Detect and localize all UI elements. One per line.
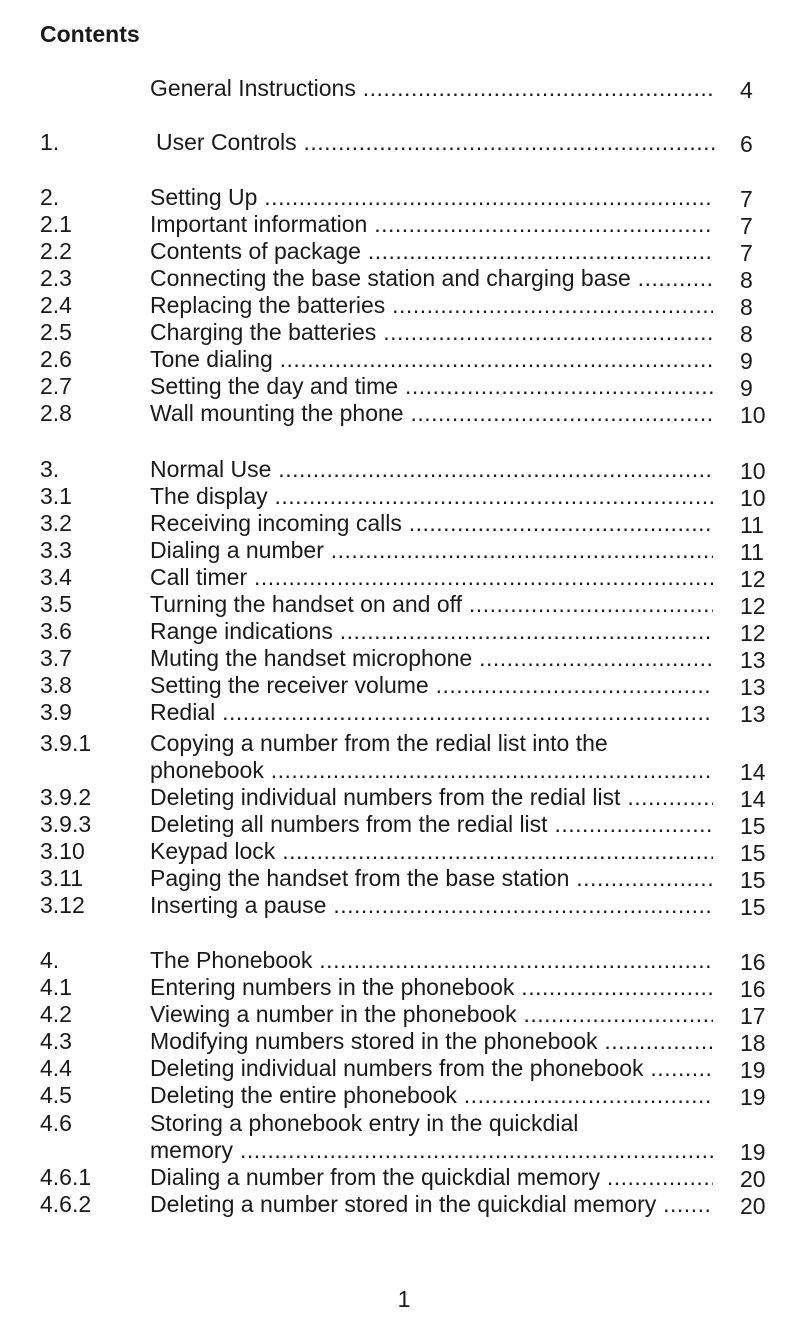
toc-entry-title: Deleting individual numbers from the phonebook ..... bbox=[150, 1055, 713, 1082]
toc-entry[interactable] bbox=[0, 510, 808, 537]
toc-entry[interactable] bbox=[0, 892, 808, 919]
toc-entry-number: 4.4 bbox=[40, 1055, 72, 1081]
toc-entry-title: Setting the day and time ..... bbox=[150, 373, 713, 400]
toc-entry-title: Range indications ..... bbox=[150, 618, 713, 645]
toc-entry-page: 12 bbox=[740, 593, 766, 619]
toc-entry-number: 2.5 bbox=[40, 319, 72, 345]
toc-entry-page: 19 bbox=[740, 1057, 766, 1083]
toc-entry-page: 8 bbox=[740, 294, 753, 320]
toc-entry-number: 3.9 bbox=[40, 699, 72, 725]
toc-entry-number: 1. bbox=[40, 129, 60, 155]
toc-entry-page: 4 bbox=[740, 77, 753, 103]
toc-entry[interactable] bbox=[0, 1191, 808, 1218]
toc-entry[interactable] bbox=[0, 865, 808, 892]
toc-entry-title: Charging the batteries ..... bbox=[150, 319, 713, 346]
toc-entry-number: 3.4 bbox=[40, 564, 72, 590]
toc-entry[interactable] bbox=[0, 129, 808, 156]
toc-entry[interactable] bbox=[0, 1164, 808, 1191]
toc-entry-number: 4.6.2 bbox=[40, 1191, 92, 1217]
toc-entry-page: 12 bbox=[740, 566, 766, 592]
toc-entry-title: Normal Use ..... bbox=[150, 456, 713, 483]
toc-entry[interactable] bbox=[0, 947, 808, 974]
toc-entry-page: 12 bbox=[740, 620, 766, 646]
page-number: 1 bbox=[397, 1286, 411, 1312]
toc-entry-page: 19 bbox=[740, 1084, 766, 1110]
toc-entry-title: Dialing a number ..... bbox=[150, 537, 713, 564]
toc-entry-number: 3.5 bbox=[40, 591, 72, 617]
toc-entry-page: 16 bbox=[740, 949, 766, 975]
toc-entry-number: 2.1 bbox=[40, 211, 72, 237]
toc-entry-number: 3.12 bbox=[40, 892, 85, 918]
toc-entry-page: 11 bbox=[740, 512, 764, 538]
page-title: Contents bbox=[40, 21, 140, 47]
toc-entry-page: 15 bbox=[740, 813, 766, 839]
toc-entry-title: Muting the handset microphone ..... bbox=[150, 645, 713, 672]
toc-entry-title: Deleting individual numbers from the redial list ..... bbox=[150, 784, 713, 811]
toc-entry-number: 4.6 bbox=[40, 1110, 72, 1136]
toc-entry-title: Call timer ..... bbox=[150, 564, 713, 591]
toc-entry-number: 3.3 bbox=[40, 537, 72, 563]
toc-entry-title: Deleting a number stored in the quickdial memory ..... bbox=[150, 1191, 713, 1218]
toc-entry-page: 20 bbox=[740, 1193, 766, 1219]
toc-entry-number: 3.7 bbox=[40, 645, 72, 671]
toc-entry-page: 13 bbox=[740, 701, 766, 727]
toc-entry[interactable] bbox=[0, 184, 808, 211]
toc-entry-title: The display ..... bbox=[150, 483, 713, 510]
toc-entry-number: 2.2 bbox=[40, 238, 72, 264]
toc-entry[interactable] bbox=[0, 238, 808, 265]
toc-entry-page: 7 bbox=[740, 240, 753, 266]
toc-entry[interactable] bbox=[0, 75, 808, 102]
toc-entry-number: 3.9.2 bbox=[40, 784, 92, 810]
toc-entry-title: Redial ..... bbox=[150, 699, 713, 726]
toc-entry-number: 2.3 bbox=[40, 265, 72, 291]
toc-entry-number: 2.7 bbox=[40, 373, 72, 399]
toc-entry[interactable] bbox=[0, 811, 808, 838]
toc-entry[interactable] bbox=[0, 645, 808, 672]
toc-entry-page: 13 bbox=[740, 674, 766, 700]
toc-entry-title: Turning the handset on and off ..... bbox=[150, 591, 713, 618]
toc-entry-page: 15 bbox=[740, 894, 766, 920]
toc-entry-title: Keypad lock ..... bbox=[150, 838, 713, 865]
toc-entry[interactable] bbox=[0, 838, 808, 865]
toc-entry[interactable] bbox=[0, 400, 808, 427]
toc-entry[interactable] bbox=[0, 1082, 808, 1109]
toc-entry-number: 3. bbox=[40, 456, 60, 482]
toc-entry-page: 9 bbox=[740, 375, 753, 401]
toc-entry-page: 11 bbox=[740, 539, 764, 565]
toc-entry-title: Deleting the entire phonebook ..... bbox=[150, 1082, 713, 1109]
toc-entry-page: 14 bbox=[740, 759, 766, 785]
toc-entry[interactable] bbox=[0, 211, 808, 238]
toc-entry-number: 3.9.1 bbox=[40, 730, 92, 756]
toc-entry[interactable] bbox=[0, 730, 808, 785]
toc-entry-title: Wall mounting the phone ..... bbox=[150, 400, 713, 427]
toc-entry-number: 3.9.3 bbox=[40, 811, 92, 837]
toc-entry-title: Storing a phonebook entry in the quickdial bbox=[150, 1110, 579, 1136]
toc-entry-number: 2.8 bbox=[40, 400, 72, 426]
toc-entry-number: 3.8 bbox=[40, 672, 72, 698]
toc-entry-page: 7 bbox=[740, 213, 753, 239]
toc-entry-page: 18 bbox=[740, 1030, 766, 1056]
toc-entry-title: Important information ..... bbox=[150, 211, 713, 238]
toc-entry-page: 6 bbox=[740, 131, 753, 157]
toc-entry-title: Connecting the base station and charging base ..... bbox=[150, 265, 713, 292]
toc-entry-page: 15 bbox=[740, 840, 766, 866]
toc-entry-page: 17 bbox=[740, 1003, 766, 1029]
toc-entry[interactable] bbox=[0, 699, 808, 726]
toc-entry[interactable] bbox=[0, 483, 808, 510]
toc-entry-number: 3.1 bbox=[40, 483, 72, 509]
toc-entry-page: 10 bbox=[740, 402, 766, 428]
toc-entry[interactable] bbox=[0, 784, 808, 811]
toc-entry-title: General Instructions ..... bbox=[150, 75, 713, 102]
toc-entry[interactable] bbox=[0, 319, 808, 346]
toc-entry-title: Setting the receiver volume ..... bbox=[150, 672, 713, 699]
toc-entry[interactable] bbox=[0, 1028, 808, 1055]
toc-entry[interactable] bbox=[0, 591, 808, 618]
toc-entry-number: 4. bbox=[40, 947, 60, 973]
toc-entry-title: Receiving incoming calls ..... bbox=[150, 510, 713, 537]
toc-entry-page: 9 bbox=[740, 348, 753, 374]
toc-entry-title: Viewing a number in the phonebook ..... bbox=[150, 1001, 713, 1028]
toc-entry[interactable] bbox=[0, 373, 808, 400]
toc-entry-title: Deleting all numbers from the redial list ..... bbox=[150, 811, 713, 838]
toc-entry-page: 14 bbox=[740, 786, 766, 812]
toc-entry-number: 3.2 bbox=[40, 510, 72, 536]
toc-entry[interactable] bbox=[0, 618, 808, 645]
toc-entry[interactable] bbox=[0, 564, 808, 591]
toc-entry-number: 4.1 bbox=[40, 974, 72, 1000]
toc-entry-title-continued: phonebook ..... bbox=[150, 757, 713, 784]
toc-entry-page: 19 bbox=[740, 1139, 766, 1165]
toc-entry-page: 20 bbox=[740, 1166, 766, 1192]
toc-entry-number: 3.6 bbox=[40, 618, 72, 644]
toc-entry-number: 3.11 bbox=[40, 865, 84, 891]
toc-entry-page: 8 bbox=[740, 267, 753, 293]
toc-entry-title: Copying a number from the redial list into the bbox=[150, 730, 608, 756]
toc-entry[interactable] bbox=[0, 456, 808, 483]
toc-entry-page: 8 bbox=[740, 321, 753, 347]
toc-entry-title: Modifying numbers stored in the phonebook ..... bbox=[150, 1028, 713, 1055]
toc-entry-title: Paging the handset from the base station ..... bbox=[150, 865, 713, 892]
toc-entry[interactable] bbox=[0, 265, 808, 292]
toc-entry-number: 3.10 bbox=[40, 838, 85, 864]
toc-entry[interactable] bbox=[0, 537, 808, 564]
toc-entry-title: Contents of package ..... bbox=[150, 238, 713, 265]
toc-entry[interactable] bbox=[0, 974, 808, 1001]
toc-entry-number: 4.2 bbox=[40, 1001, 72, 1027]
toc-entry-page: 10 bbox=[740, 485, 766, 511]
toc-entry-title: Setting Up ..... bbox=[150, 184, 713, 211]
toc-entry-number: 2.6 bbox=[40, 346, 72, 372]
toc-entry-page: 15 bbox=[740, 867, 766, 893]
toc-entry[interactable] bbox=[0, 346, 808, 373]
toc-entry-number: 4.6.1 bbox=[40, 1164, 92, 1190]
toc-entry-title: Inserting a pause ..... bbox=[150, 892, 713, 919]
toc-entry-page: 7 bbox=[740, 186, 753, 212]
toc-entry-title-continued: memory ..... bbox=[150, 1137, 713, 1164]
toc-entry[interactable] bbox=[0, 292, 808, 319]
toc-entry-title: The Phonebook ..... bbox=[150, 947, 713, 974]
toc-entry-page: 16 bbox=[740, 976, 766, 1002]
toc-entry-title: Entering numbers in the phonebook ..... bbox=[150, 974, 713, 1001]
toc-entry-number: 2. bbox=[40, 184, 60, 210]
toc-entry-page: 10 bbox=[740, 458, 766, 484]
toc-entry-title: Tone dialing ..... bbox=[150, 346, 713, 373]
toc-entry-title: User Controls ..... bbox=[156, 129, 719, 156]
toc-entry-number: 4.5 bbox=[40, 1082, 72, 1108]
toc-entry-page: 13 bbox=[740, 647, 766, 673]
toc-entry-title: Replacing the batteries ..... bbox=[150, 292, 713, 319]
toc-entry[interactable] bbox=[0, 1055, 808, 1082]
toc-entry[interactable] bbox=[0, 672, 808, 699]
toc-entry-number: 4.3 bbox=[40, 1028, 72, 1054]
toc-entry-title: Dialing a number from the quickdial memory ..... bbox=[150, 1164, 713, 1191]
toc-entry[interactable] bbox=[0, 1001, 808, 1028]
toc-entry-number: 2.4 bbox=[40, 292, 72, 318]
toc-entry[interactable] bbox=[0, 1110, 808, 1165]
